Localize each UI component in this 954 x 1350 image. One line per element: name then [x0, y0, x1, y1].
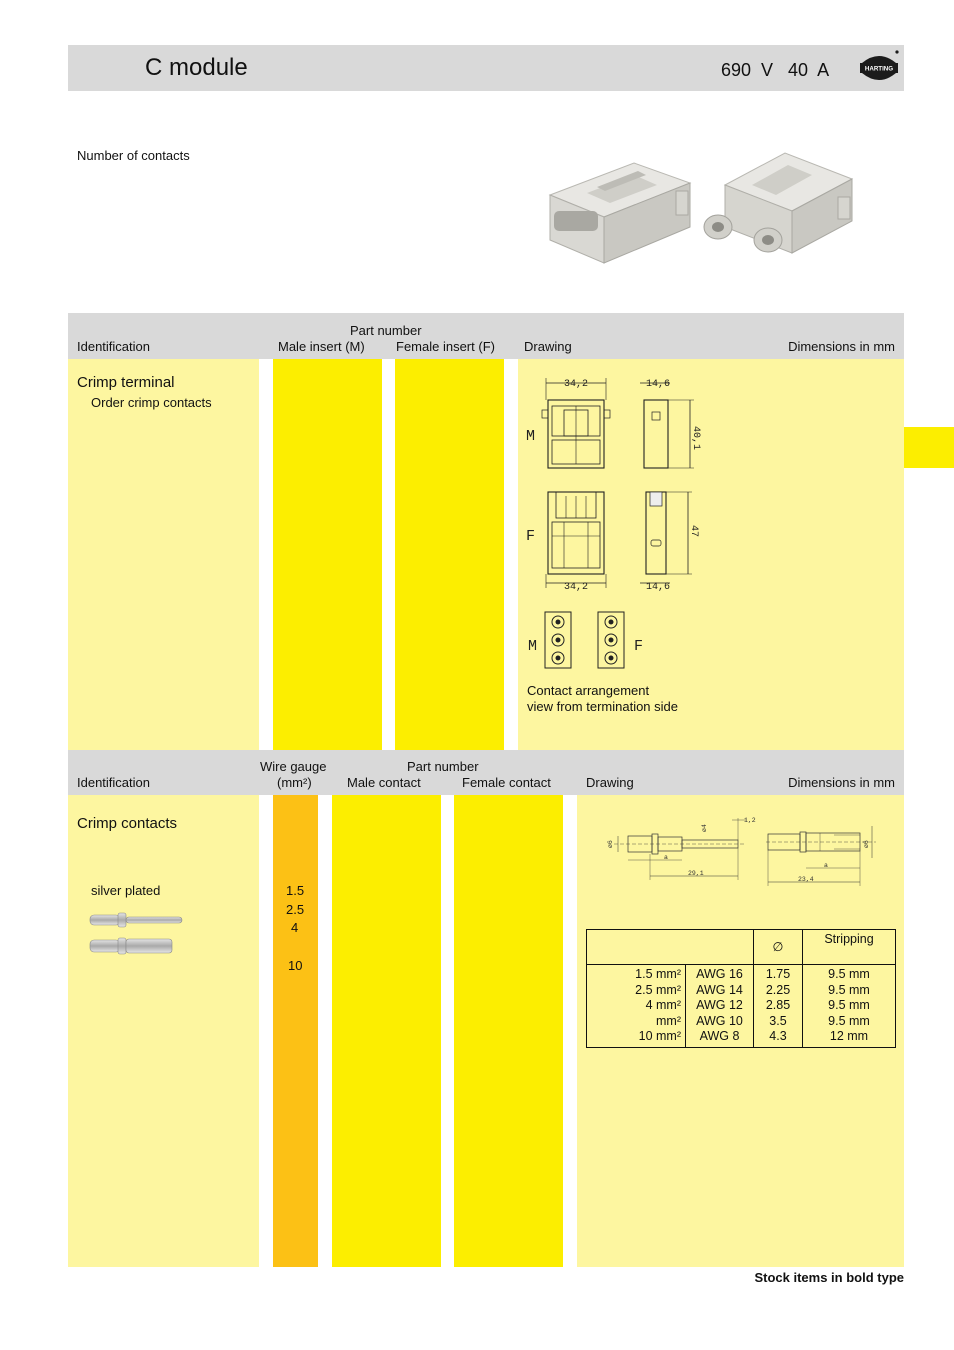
table-cell: 9.5 mm [828, 998, 870, 1012]
stripping-header: Stripping [803, 930, 896, 965]
dim-width-top: 34,2 [564, 379, 589, 390]
table-cell: 9.5 mm [828, 967, 870, 981]
dimensions-label-2: Dimensions in mm [788, 775, 895, 790]
section1-gap [259, 359, 273, 750]
dim-depth-bottom: 14,6 [646, 582, 671, 593]
male-contact-label: Male contact [347, 775, 421, 790]
male-insert-label: Male insert (M) [278, 339, 365, 354]
male-insert-column [273, 359, 382, 750]
table-header-empty [587, 930, 754, 965]
gauge-value: 1.5 [286, 883, 305, 898]
dim-width-bottom: 34,2 [564, 582, 589, 593]
part-number-label: Part number [350, 323, 422, 338]
wire-spec-table [586, 929, 896, 1048]
dim-height-m: 40,1 [690, 426, 701, 451]
table-cell: 9.5 mm [828, 1013, 870, 1028]
table-cell: 4.3 [769, 1029, 787, 1043]
stock-items-note: Stock items in bold type [754, 1270, 904, 1285]
male-dia2: ø4 [701, 824, 708, 832]
dimensions-label: Dimensions in mm [788, 339, 895, 354]
female-insert-column [395, 359, 504, 750]
crimp-terminal-title: Crimp terminal [77, 374, 175, 391]
page-title: C module [145, 54, 248, 81]
section2-gap [563, 795, 577, 1267]
table-cell: 10 mm² [638, 1029, 681, 1043]
male-tip: 1,2 [744, 817, 756, 824]
male-contact-column [332, 795, 441, 1267]
side-tab [904, 427, 954, 468]
wire-gauge-label: Wire gauge [260, 759, 327, 774]
female-a: a [824, 862, 828, 869]
female-insert-label: Female insert (F) [396, 339, 495, 354]
silver-plated-label: silver plated [91, 883, 161, 898]
contact-arrangement-line2: view from termination side [527, 699, 678, 714]
identification-label: Identification [77, 339, 150, 354]
table-cell: AWG 16 [696, 967, 743, 981]
dia-column [754, 965, 803, 1048]
table-cell: AWG 12 [696, 998, 743, 1012]
drawing-label-2: Drawing [586, 775, 634, 790]
crimp-contacts-title: Crimp contacts [77, 815, 178, 832]
arr-label-f: F [634, 638, 644, 655]
section2-gap [441, 795, 454, 1267]
drawing-label: Drawing [524, 339, 572, 354]
gauge-value: 2.5 [286, 902, 305, 917]
order-crimp-contacts-note: Order crimp contacts [91, 395, 212, 410]
female-len: 23,4 [798, 876, 814, 883]
male-dia1: ø6 [607, 840, 614, 848]
table-cell: mm² [656, 1013, 681, 1028]
female-contact-label: Female contact [462, 775, 551, 790]
table-cell: 1.75 [765, 967, 791, 981]
section1-gap [504, 359, 518, 750]
rating-text: 690 V 40 A [721, 60, 830, 80]
table-cell: 2.25 [765, 982, 791, 997]
section2-gap [259, 795, 273, 1267]
product-photo-male-insert [542, 145, 697, 270]
insert-dimension-drawing [522, 370, 722, 595]
table-cell: 2.85 [765, 998, 791, 1012]
gauge-value: 4 [291, 920, 299, 935]
label-f: F [526, 528, 536, 545]
male-len: 29,1 [688, 870, 704, 877]
wire-gauge-unit: (mm²) [277, 775, 312, 790]
contact-arrangement-drawing [522, 608, 652, 672]
table-cell: 12 mm [829, 1029, 869, 1043]
awg-column [686, 965, 754, 1048]
table-header-row [587, 930, 896, 965]
label-m: M [526, 428, 536, 445]
dim-depth-top: 14,6 [646, 379, 671, 390]
number-of-contacts-label: Number of contacts [77, 148, 190, 163]
harting-logo-icon [858, 49, 900, 87]
contact-arrangement-line1: Contact arrangement [527, 683, 650, 698]
table-cell: 9.5 mm [828, 982, 870, 997]
table-body-row [587, 965, 896, 1048]
female-dia: ø6 [863, 840, 870, 848]
crimp-contact-dimension-drawing [606, 810, 890, 890]
section2-gap [318, 795, 332, 1267]
part-number-label-2: Part number [407, 759, 479, 774]
section1-gap [382, 359, 395, 750]
product-photo-female-insert [700, 145, 860, 270]
table-cell: AWG 8 [699, 1029, 740, 1043]
stripping-column [803, 965, 896, 1048]
logo-text: HARTING [864, 65, 894, 73]
crimp-contact-pins-photo [88, 908, 184, 960]
identification-label-2: Identification [77, 775, 150, 790]
table-cell: 4 mm² [645, 998, 681, 1012]
table-cell: 3.5 [769, 1013, 787, 1028]
table-cell: AWG 14 [696, 982, 743, 997]
table-cell: 1.5 mm² [635, 967, 681, 981]
mm-column [587, 965, 686, 1048]
dia-header: ∅ [754, 930, 803, 965]
dim-height-f: 47 [688, 525, 699, 538]
male-a: a [664, 854, 668, 861]
wire-gauge-column [273, 795, 318, 1267]
female-contact-column [454, 795, 563, 1267]
table-cell: 2.5 mm² [635, 982, 681, 997]
arr-label-m: M [528, 638, 538, 655]
table-cell: AWG 10 [696, 1013, 743, 1028]
gauge-value: 10 [288, 958, 303, 973]
